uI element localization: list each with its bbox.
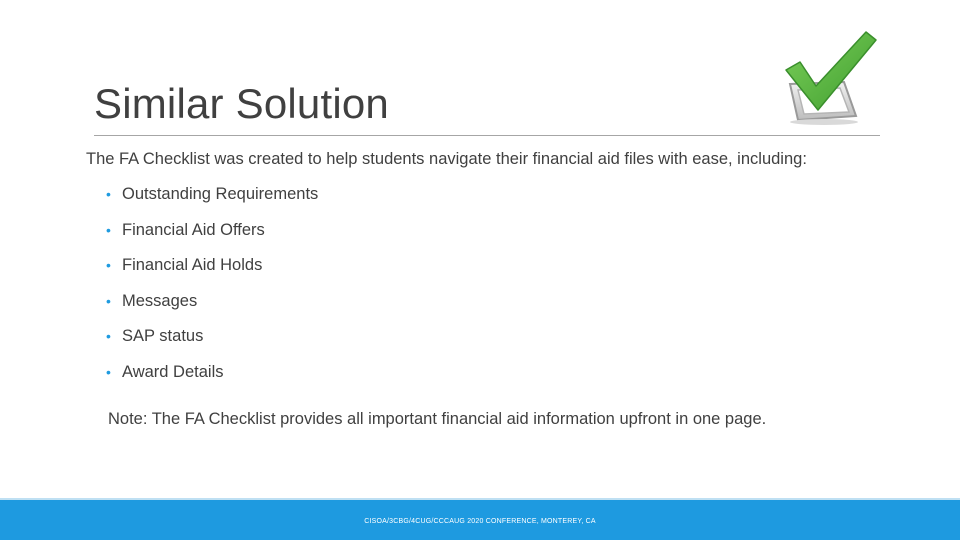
list-item	[106, 254, 318, 290]
bullet-text: Award Details	[122, 362, 224, 381]
bullet-text: SAP status	[122, 327, 204, 346]
list-item	[106, 290, 318, 326]
bullet-dot-icon: •	[106, 257, 111, 274]
bullet-text: Financial Aid Holds	[122, 256, 263, 275]
title-divider	[94, 135, 880, 136]
slide-title: Similar Solution	[94, 80, 389, 127]
list-item	[106, 325, 318, 361]
bullet-dot-icon: •	[106, 292, 111, 309]
list-item	[106, 219, 318, 255]
bullet-text: Outstanding Requirements	[122, 185, 319, 203]
bullet-dot-icon: •	[106, 221, 111, 238]
bullet-dot-icon: •	[106, 363, 111, 380]
intro-text: The FA Checklist was created to help students navigate their financial aid files with ease, including:	[86, 150, 807, 168]
checkbox-check-icon	[778, 26, 882, 126]
bullet-text: Financial Aid Offers	[122, 220, 265, 239]
footer-text: CISOA/3CBG/4CUG/CCCAUG 2020 CONFERENCE, MONTEREY, CA	[364, 518, 596, 525]
bullet-dot-icon: •	[106, 328, 111, 345]
bullet-text: Messages	[122, 291, 198, 310]
bullet-list	[106, 183, 318, 397]
bullet-dot-icon: •	[106, 186, 111, 202]
note-text: Note: The FA Checklist provides all important financial aid information upfront in one page.	[108, 410, 767, 428]
list-item	[106, 183, 318, 219]
list-item	[106, 361, 318, 397]
